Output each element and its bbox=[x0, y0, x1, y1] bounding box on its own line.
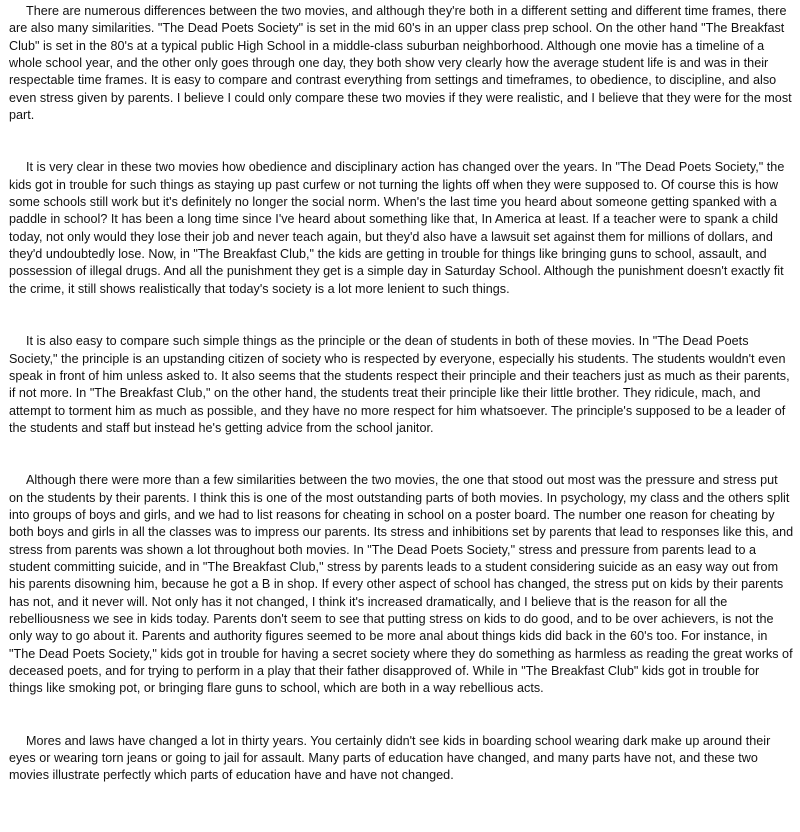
paragraph-conclusion: Mores and laws have changed a lot in thirty years. You certainly didn't see kids in boarding school wearing dark make up around their eyes or wearing torn jeans or going to jail for assault. Many parts of education have changed, and many parts have not, and these two movies illustrate perfectly which parts of education have and have not changed. bbox=[9, 733, 771, 783]
paragraph-principal-comparison: It is also easy to compare such simple things as the principle or the dean of students in both of these movies. In "The Dead Poets Society," the principle is an upstanding citizen of society who is respected by everyone, especially his students. The students wouldn't even speak in front of him unless asked to. It also seems that the students respect their principle and their teachers just as much as their parents, if not more. In "The Breakfast Club," on the other hand, the students treat their principle like their little brother. They ridicule, mach, and attempt to torment him as much as possible, and they have no more respect for him whatsoever. The principle's supposed to be a leader of the students and staff but instead he's getting advice from the school janitor. bbox=[9, 334, 790, 435]
paragraph-introduction: There are numerous differences between the two movies, and although they're both in a different setting and different time frames, there are also many similarities. "The Dead Poets Society" is set in the mid 60's in an upper class prep school. On the other hand "The Breakfast Club" is set in the 80's at a typical public High School in a middle-class suburban neighborhood. Although one movie has a timeline of a whole school year, and the other only goes through one day, they both show very clearly how the average student life is and was in their respectable time frames. It is easy to compare and contrast everything from settings and timeframes, to obedience, to discipline, and also even stress given by parents. I believe I could only compare these two movies if they were realistic, and I believe that they were for the most part. bbox=[9, 4, 792, 123]
paragraph-parental-stress: Although there were more than a few similarities between the two movies, the one that stood out most was the pressure and stress put on the students by their parents. I think this is one of the most outstanding parts of both movies. In psychology, my class and the others split into groups of boys and girls, and we had to list reasons for cheating in school on a poster board. The number one reason for cheating by both boys and girls in all the classes was to impress our parents. Its stress and inhibitions set by parents that lead to responses like this, and stress from parents was shown a lot throughout both movies. In "The Dead Poets Society," stress and pressure from parents lead to a student committing suicide, and in "The Breakfast Club," stress by parents leads to a student considering suicide as an easy way out from his parents disowning him, because he got a B in shop. If every other aspect of school has changed, the stress put on kids by their parents has not, and it never will. Not only has it not changed, I think it's increased dramatically, and I believe that is the reason for all the rebelliousness we see in kids today. Parents don't seem to see that putting stress on kids to do good, and to be over achievers, is not the only way to go about it. Parents and authority figures seemed to be more anal about things kids did back in the 60's too. For instance, in "The Dead Poets Society," kids got in trouble for having a secret society where they do something as harmless as reading the great works of deceased poets, and for trying to perform in a play that their father disapproved of. While in "The Breakfast Club" kids got in trouble for things like smoking pot, or bringing flare guns to school, which are both in a way rebellious acts. bbox=[9, 473, 794, 696]
essay-document bbox=[9, 3, 795, 785]
paragraph-obedience-discipline: It is very clear in these two movies how obedience and disciplinary action has changed over the years. In "The Dead Poets Society," the kids got in trouble for such things as staying up past curfew or not turning the lights off when they were supposed to. Of course this is how some schools still work but it's definitely no longer the social norm. When's the last time you heard about someone getting spanked with a paddle in school? It has been a long time since I've heard about something like that, In America at least. If a teacher were to spank a child today, not only would they lose their job and never teach again, but they'd also have a lawsuit set against them for millions of dollars, and they'd undoubtedly lose. Now, in "The Breakfast Club," the kids are getting in trouble for things like bringing guns to school, assault, and possession of illegal drugs. And all the punishment they get is a simple day in Saturday School. Although the punishment doesn't exactly fit the crime, it still shows realistically that today's society is a lot more lenient to such things. bbox=[9, 160, 785, 296]
